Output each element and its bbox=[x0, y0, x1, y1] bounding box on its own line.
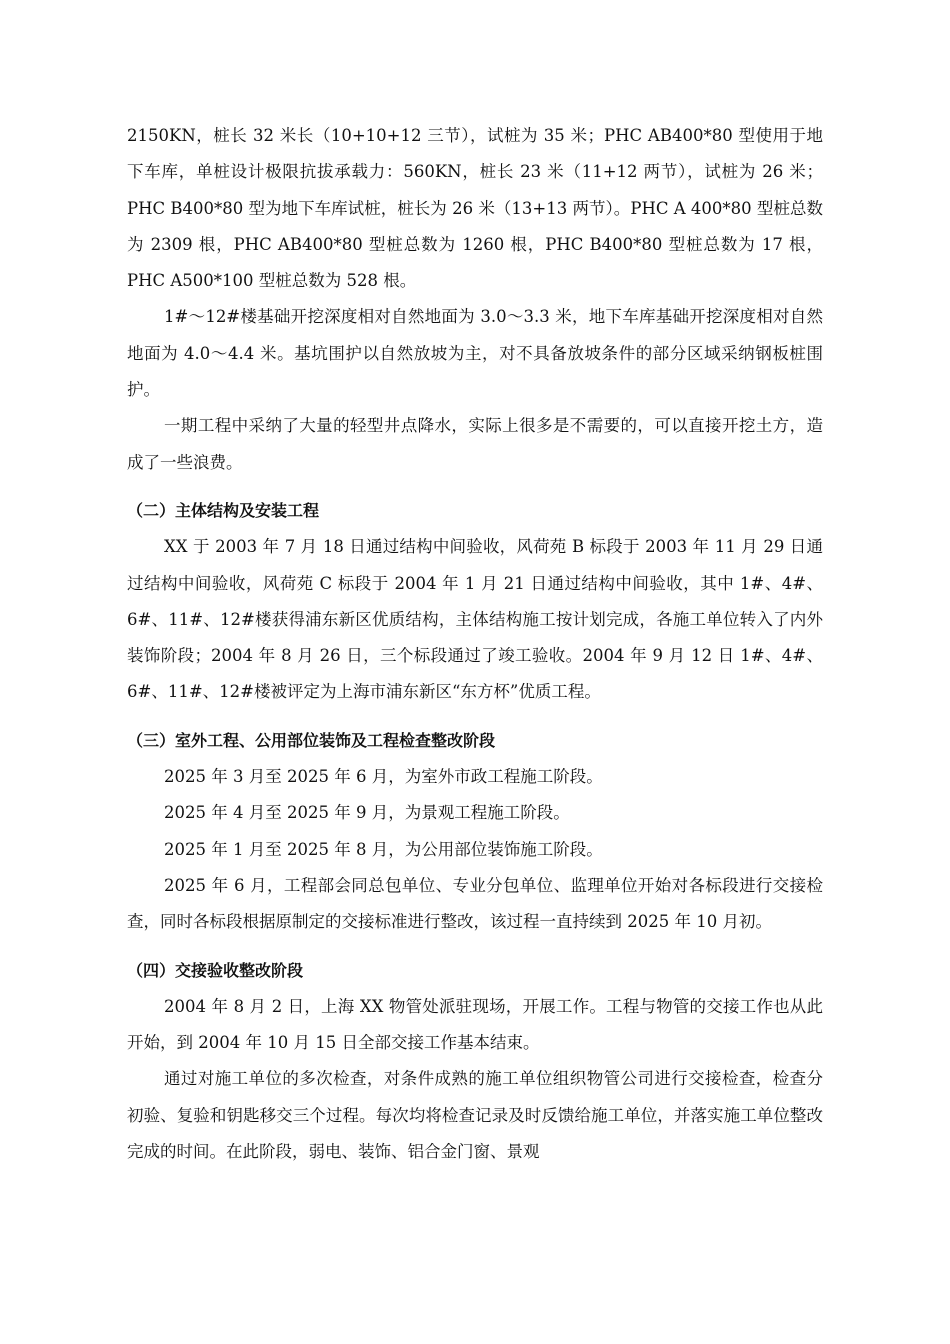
section-heading-main-structure: （二）主体结构及安装工程 bbox=[127, 500, 320, 520]
landscape-paragraph: 2025 年 4 月至 2025 年 9 月，为景观工程施工阶段。 bbox=[164, 803, 570, 823]
excavation-paragraph: 1#～12#楼基础开挖深度相对自然地面为 3.0～3.3 米，地下车库基础开挖深度相对自然地面为 4.0～4.4 米。基坑围护以自然放坡为主，对不具备放坡条件的部分区域采纳钢板桩围护。 bbox=[127, 307, 823, 400]
pile-spec-paragraph: 2150KN，桩长 32 米长（10+10+12 三节），试桩为 35 米；PHC AB400*80 型使用于地下车库，单桩设计极限抗拔承载力：560KN，桩长 23 米（11+12 两节），试桩为 26 米；PHC B400*80 型为地下车库试桩，桩长为 26 米（13+13 两节）。PHC A 400*80 型桩总数为 2309 根，PHC AB400*80 型桩总数为 1260 根，PHC B400*80 型桩总数为 17 根，PHC A500*100 型桩总数为 528 根。 bbox=[127, 126, 823, 291]
exterior-municipal-paragraph: 2025 年 3 月至 2025 年 6 月，为室外市政工程施工阶段。 bbox=[164, 767, 603, 787]
public-area-decoration-paragraph: 2025 年 1 月至 2025 年 8 月，为公用部位装饰施工阶段。 bbox=[164, 839, 603, 859]
inspection-process-paragraph: 通过对施工单位的多次检查，对条件成熟的施工单位组织物管公司进行交接检查，检查分初验、复验和钥匙移交三个过程。每次均将检查记录及时反馈给施工单位，并落实施工单位整改完成的时间。在此阶段，弱电、装饰、铝合金门窗、景观 bbox=[127, 1069, 823, 1162]
property-management-paragraph: 2004 年 8 月 2 日，上海 XX 物管处派驻现场，开展工作。工程与物管的交接工作也从此开始，到 2004 年 10 月 15 日全部交接工作基本结束。 bbox=[127, 996, 823, 1053]
document-page bbox=[127, 118, 823, 1170]
main-structure-paragraph: XX 于 2003 年 7 月 18 日通过结构中间验收，风荷苑 B 标段于 2003 年 11 月 29 日通过结构中间验收，风荷苑 C 标段于 2004 年 1 月 21 日通过结构中间验收，其中 1#、4#、6#、11#、12#楼获得浦东新区优质结构，主体结构施工按计划完成，各施工单位转入了内外装饰阶段；2004 年 8 月 26 日，三个标段通过了竣工验收。2004 年 9 月 12 日 1#、4#、6#、11#、12#楼被评定为上海市浦东新区“东方杯”优质工程。 bbox=[127, 537, 823, 702]
section-heading-exterior-works: （三）室外工程、公用部位装饰及工程检查整改阶段 bbox=[127, 730, 496, 750]
section-heading-handover: （四）交接验收整改阶段 bbox=[127, 960, 304, 980]
handover-inspection-paragraph: 2025 年 6 月，工程部会同总包单位、专业分包单位、监理单位开始对各标段进行交接检查，同时各标段根据原制定的交接标准进行整改，该过程一直持续到 2025 年 10 月初。 bbox=[127, 875, 823, 932]
dewatering-paragraph: 一期工程中采纳了大量的轻型井点降水，实际上很多是不需要的，可以直接开挖土方，造成了一些浪费。 bbox=[127, 416, 823, 472]
